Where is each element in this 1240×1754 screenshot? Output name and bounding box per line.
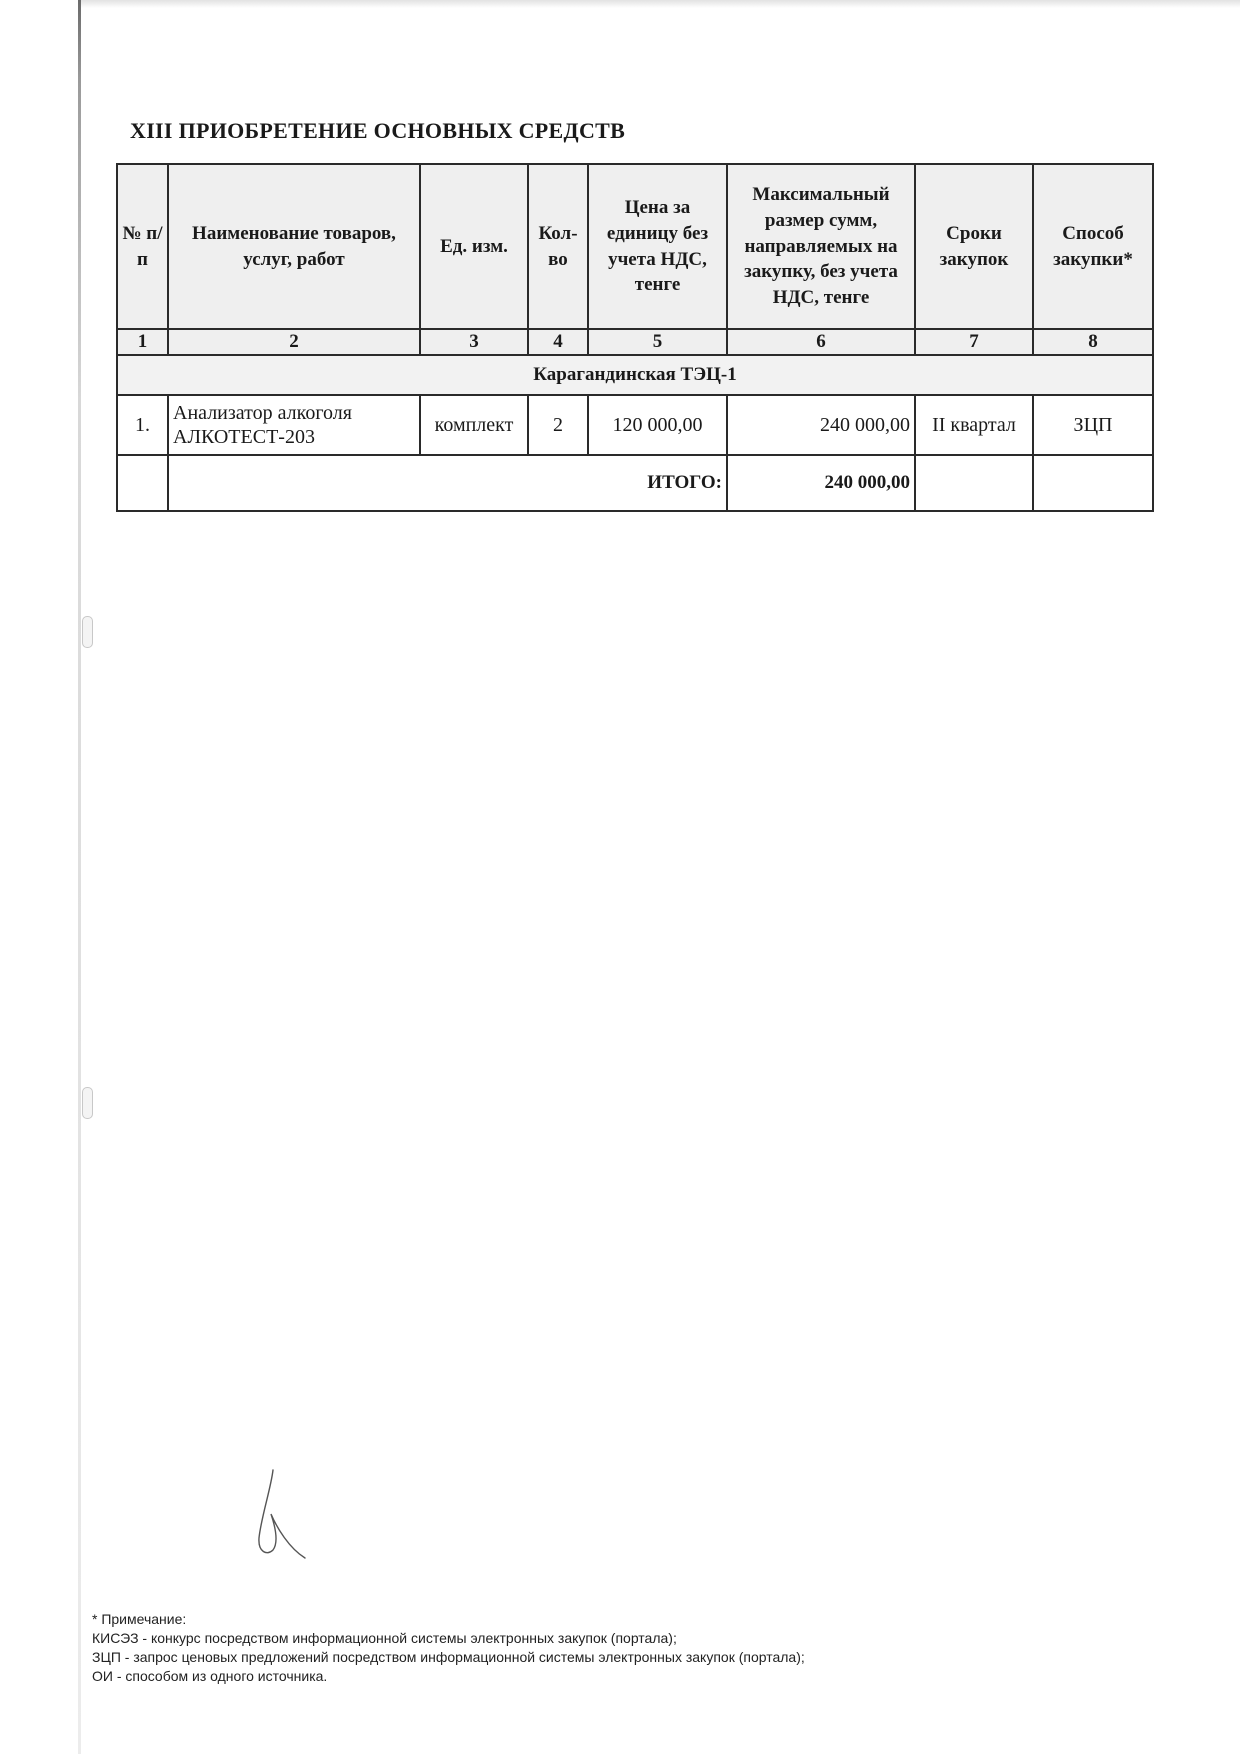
- footnote-line: КИСЭЗ - конкурс посредством информационной системы электронных закупок (портала);: [92, 1630, 677, 1646]
- total-label: ИТОГО:: [168, 455, 727, 511]
- item-name: Анализатор алкоголя АЛКОТЕСТ-203: [168, 395, 420, 455]
- total-empty-cell: [1033, 455, 1153, 511]
- header-method: Способ закупки*: [1033, 164, 1153, 329]
- column-number: 2: [168, 329, 420, 355]
- total-row: [117, 455, 1153, 511]
- header-max-sum: Максимальный размер сумм, направляемых на закупку, без учета НДС, тенге: [727, 164, 915, 329]
- item-unit-price: 120 000,00: [588, 395, 727, 455]
- column-number: 7: [915, 329, 1033, 355]
- footnote-line: ЗЦП - запрос ценовых предложений посредством информационной системы электронных закупок (портала);: [92, 1649, 805, 1665]
- punch-hole: [82, 616, 93, 648]
- table-header-row: [117, 164, 1153, 329]
- item-unit: комплект: [420, 395, 528, 455]
- total-value: 240 000,00: [727, 455, 915, 511]
- row-number: 1.: [117, 395, 168, 455]
- header-unit-price: Цена за единицу без учета НДС, тенге: [588, 164, 727, 329]
- header-number: № п/п: [117, 164, 168, 329]
- group-row: [117, 355, 1153, 395]
- punch-hole: [82, 1087, 93, 1119]
- header-period: Сроки закупок: [915, 164, 1033, 329]
- scan-top-shadow: [78, 0, 1240, 8]
- column-number: 4: [528, 329, 588, 355]
- header-name: Наименование товаров, услуг, работ: [168, 164, 420, 329]
- item-period: II квартал: [915, 395, 1033, 455]
- column-number: 1: [117, 329, 168, 355]
- handwritten-signature: [255, 1468, 307, 1560]
- footnote: [92, 1610, 805, 1686]
- header-quantity: Кол-во: [528, 164, 588, 329]
- column-number: 8: [1033, 329, 1153, 355]
- item-max-sum: 240 000,00: [727, 395, 915, 455]
- table-row: [117, 395, 1153, 455]
- footnote-line: ОИ - способом из одного источника.: [92, 1668, 328, 1684]
- total-empty-cell: [117, 455, 168, 511]
- column-number: 3: [420, 329, 528, 355]
- column-number: 5: [588, 329, 727, 355]
- header-unit: Ед. изм.: [420, 164, 528, 329]
- total-empty-cell: [915, 455, 1033, 511]
- footnote-heading: * Примечание:: [92, 1611, 187, 1627]
- procurement-table: [116, 163, 1154, 512]
- group-label: Карагандинская ТЭЦ-1: [117, 355, 1153, 395]
- item-quantity: 2: [528, 395, 588, 455]
- scan-left-edge: [78, 0, 81, 1754]
- column-number-row: [117, 329, 1153, 355]
- item-method: ЗЦП: [1033, 395, 1153, 455]
- section-title: XIII ПРИОБРЕТЕНИЕ ОСНОВНЫХ СРЕДСТВ: [130, 118, 626, 143]
- column-number: 6: [727, 329, 915, 355]
